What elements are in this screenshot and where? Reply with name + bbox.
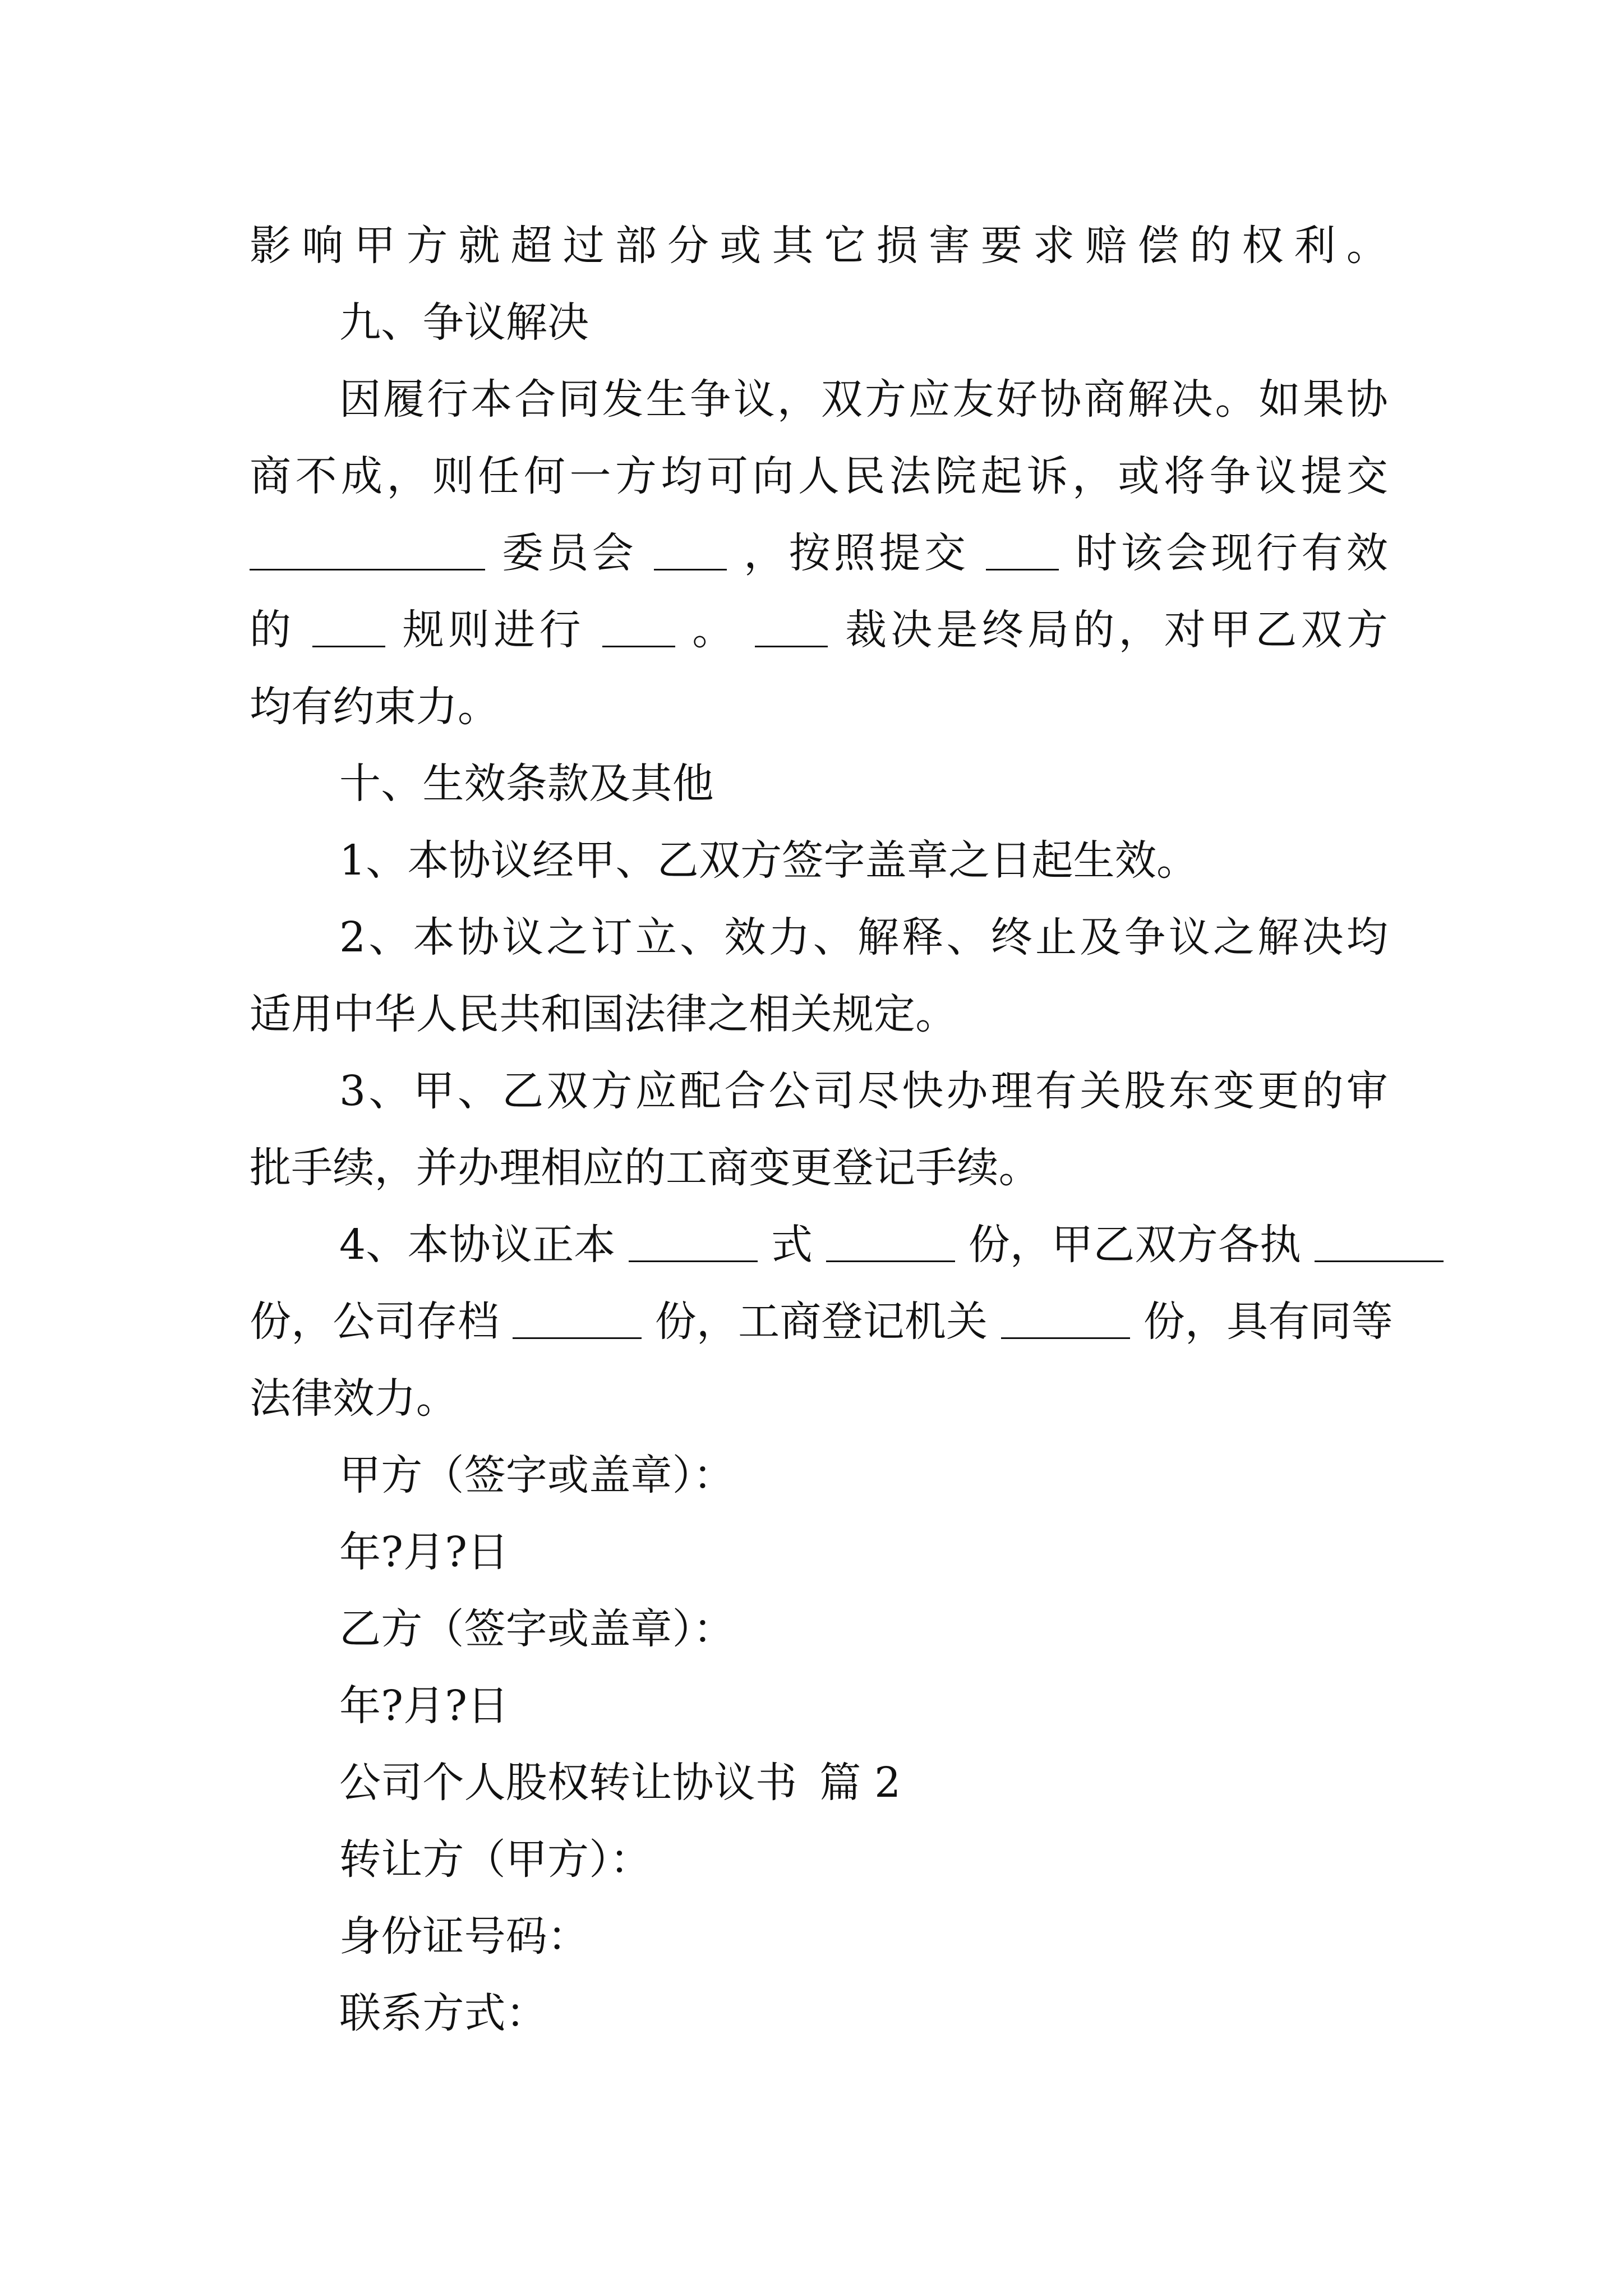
paragraph-line: 影响甲方就超过部分或其它损害要求赔偿的权利。 — [250, 222, 1388, 270]
paragraph-line-with-blanks — [250, 515, 1388, 592]
text-fragment: 份，公司存档 — [250, 1297, 500, 1346]
clause-line: 2、本协议之订立、效力、解释、终止及争议之解决均 — [339, 913, 1388, 961]
fill-in-blank[interactable] — [250, 568, 485, 570]
text-fragment: 的 — [250, 606, 296, 654]
fill-in-blank[interactable] — [1315, 1260, 1444, 1262]
fill-in-blank[interactable] — [312, 645, 385, 647]
clause-line: 适用中华人民共和国法律之相关规定。 — [250, 990, 957, 1038]
fill-in-blank[interactable] — [513, 1337, 642, 1339]
text-fragment: 份，具有同等 — [1143, 1297, 1393, 1346]
document-subtitle — [250, 1745, 1388, 1821]
clause-line-with-blanks — [250, 1283, 1393, 1360]
section-heading: 十、生效条款及其他 — [339, 760, 714, 808]
signature-party-b: 乙方（签字或盖章）： — [339, 1605, 735, 1653]
text-fragment: 份，工商登记机关 — [654, 1297, 988, 1346]
signature-date: 年?月?日 — [339, 1682, 509, 1730]
clause-line: 3、甲、乙双方应配合公司尽快办理有关股东变更的审 — [339, 1067, 1388, 1115]
field-label: 联系方式： — [339, 1989, 547, 2037]
field-label: 身份证号码： — [339, 1912, 589, 1961]
text-fragment: 份，甲乙双方各执 — [968, 1221, 1302, 1269]
paragraph-line: 因履行本合同发生争议，双方应友好协商解决。如果协 — [339, 375, 1388, 424]
fill-in-blank[interactable] — [826, 1260, 955, 1262]
text-fragment: ，按照提交 — [744, 529, 970, 577]
subtitle-part: 篇 2 — [819, 1759, 901, 1807]
clause-line: 批手续，并办理相应的工商变更登记手续。 — [250, 1144, 1040, 1192]
paragraph-line: 均有约束力。 — [250, 683, 500, 731]
signature-date: 年?月?日 — [339, 1528, 509, 1576]
field-label: 转让方（甲方）： — [339, 1835, 652, 1884]
fill-in-blank[interactable] — [602, 645, 675, 647]
document-page — [250, 208, 1393, 2052]
clause-line: 法律效力。 — [250, 1374, 458, 1423]
text-fragment: 裁决是终局的，对甲乙双方 — [845, 606, 1388, 654]
signature-party-a: 甲方（签字或盖章）： — [339, 1451, 735, 1499]
section-heading: 九、争议解决 — [339, 298, 589, 347]
text-fragment: 时该会现行有效 — [1076, 529, 1388, 577]
fill-in-blank[interactable] — [654, 568, 727, 570]
fill-in-blank[interactable] — [986, 568, 1059, 570]
text-fragment: 。 — [692, 606, 738, 654]
text-fragment: 委员会 — [501, 529, 638, 577]
fill-in-blank[interactable] — [755, 645, 828, 647]
text-fragment: 规则进行 — [402, 606, 585, 654]
clause-line: 1、本协议经甲、乙双方签字盖章之日起生效。 — [339, 836, 1198, 885]
paragraph-line: 商不成，则任何一方均可向人民法院起诉，或将争议提交 — [250, 452, 1388, 500]
text-fragment: 式 — [771, 1221, 813, 1269]
text-fragment: 4、本协议正本 — [339, 1221, 616, 1269]
clause-line-with-blanks — [250, 1207, 1388, 1283]
subtitle-text: 公司个人股权转让协议书 — [339, 1759, 797, 1807]
fill-in-blank[interactable] — [1001, 1337, 1130, 1339]
paragraph-line-with-blanks — [250, 592, 1388, 669]
fill-in-blank[interactable] — [629, 1260, 758, 1262]
